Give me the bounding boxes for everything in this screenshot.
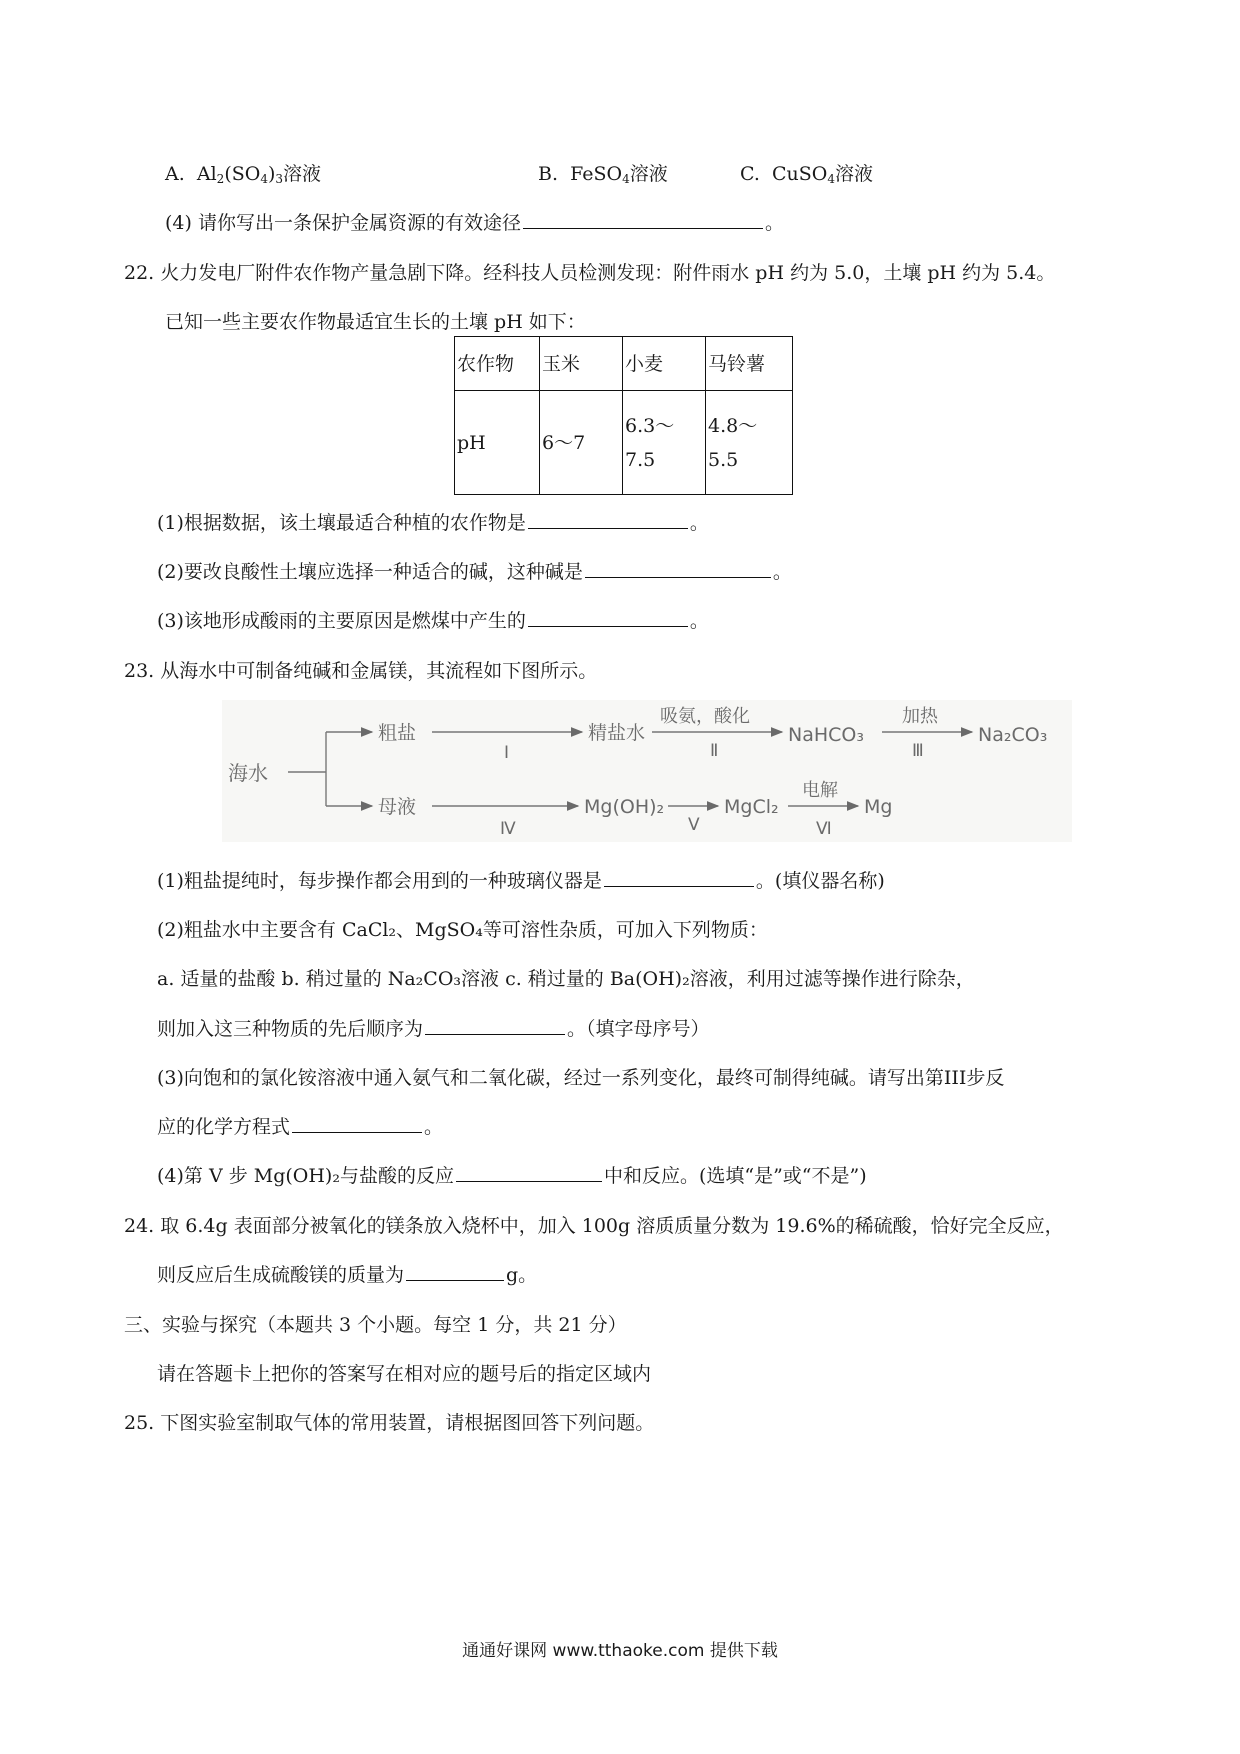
label-refined-brine: 精盐水 [588, 722, 646, 744]
answer-blank[interactable] [585, 559, 771, 578]
label-step6: Ⅵ [816, 819, 832, 839]
q24-line1: 24. 取 6.4g 表面部分被氧化的镁条放入烧杯中，加入 100g 溶质质量分数为 19.6%的稀硫酸，恰好完全反应， [124, 1215, 1064, 1237]
label-seawater: 海水 [228, 761, 268, 785]
table-header-crop: 农作物 [455, 337, 540, 391]
label-step1: Ⅰ [504, 743, 510, 763]
table-header-corn: 玉米 [540, 337, 623, 391]
ph-table [454, 336, 793, 495]
answer-blank[interactable] [425, 1016, 565, 1035]
answer-blank[interactable] [406, 1262, 504, 1281]
q23-sub2-intro: (2)粗盐水中主要含有 CaCl₂、MgSO₄等可溶性杂质，可加入下列物质： [157, 919, 768, 941]
q22-sub3: (3)该地形成酸雨的主要原因是燃煤中产生的 。 [157, 610, 709, 632]
table-header-potato: 马铃薯 [706, 337, 793, 391]
table-cell-corn: 6～7 [540, 391, 623, 495]
q23-sub1: (1)粗盐提纯时，每步操作都会用到的一种玻璃仪器是 。(填仪器名称) [157, 870, 885, 892]
answer-blank[interactable] [528, 608, 688, 627]
table-cell-potato: 4.8～ 5.5 [706, 391, 793, 495]
answer-blank[interactable] [456, 1163, 602, 1182]
answer-blank[interactable] [528, 510, 688, 529]
label-step6-condition: 电解 [802, 780, 838, 801]
q23-sub3-line2: 应的化学方程式 。 [157, 1116, 444, 1138]
section3-note: 请在答题卡上把你的答案写在相对应的题号后的指定区域内 [157, 1363, 652, 1385]
q23-sub4: (4)第 V 步 Mg(OH)₂与盐酸的反应 中和反应。(选填“是”或“不是”) [157, 1165, 867, 1187]
answer-blank[interactable] [604, 868, 754, 887]
label-crude-salt: 粗盐 [378, 722, 417, 744]
q22-sub1: (1)根据数据，该土壤最适合种植的农作物是 。 [157, 512, 709, 534]
q21-option-c: C. CuSO$_4$溶液 [740, 163, 874, 186]
label-step2: Ⅱ [710, 741, 719, 761]
answer-blank[interactable] [523, 210, 763, 229]
section3-title: 三、实验与探究（本题共 3 个小题。每空 1 分，共 21 分） [124, 1314, 627, 1336]
page-footer: 通通好课网 www.tthaoke.com 提供下载 [462, 1641, 778, 1661]
label-mgcl2: MgCl₂ [724, 796, 779, 818]
label-mother-liquor: 母液 [378, 796, 417, 818]
q21-sub4: (4) 请你写出一条保护金属资源的有效途径 。 [165, 212, 784, 234]
q24-line2: 则反应后生成硫酸镁的质量为 g。 [157, 1264, 538, 1286]
answer-blank[interactable] [292, 1114, 422, 1133]
table-row-label: pH [455, 391, 540, 495]
q21-option-b: B. FeSO$_4$溶液 [538, 163, 668, 186]
label-step3-condition: 加热 [902, 706, 938, 727]
q22-stem2: 已知一些主要农作物最适宜生长的土壤 pH 如下： [165, 311, 586, 333]
label-step5: Ⅴ [688, 815, 700, 835]
table-header-wheat: 小麦 [623, 337, 706, 391]
q23-sub2-cont: 则加入这三种物质的先后顺序为 。（填字母序号） [157, 1018, 710, 1040]
label-na2co3: Na₂CO₃ [978, 724, 1048, 746]
q21-option-a: A. $Al_2(SO_4)_3$溶液 [165, 163, 322, 186]
label-step3: Ⅲ [912, 741, 924, 761]
q22-stem: 22. 火力发电厂附件农作物产量急剧下降。经科技人员检测发现：附件雨水 pH 约为 5.0，土壤 pH 约为 5.4。 [124, 262, 1056, 284]
label-mg: Mg [864, 796, 893, 818]
process-flow-diagram [222, 700, 1072, 842]
label-mgoh2: Mg(OH)₂ [584, 796, 665, 818]
q23-sub2-options: a. 适量的盐酸 b. 稍过量的 Na₂CO₃溶液 c. 稍过量的 Ba(OH)₂溶液，利用过滤等操作进行除杂， [157, 968, 975, 990]
label-nahco3: NaHCO₃ [788, 724, 864, 746]
q23-sub3-line1: (3)向饱和的氯化铵溶液中通入氨气和二氧化碳，经过一系列变化，最终可制得纯碱。请写出第III步反 [157, 1067, 1005, 1089]
label-step2-condition: 吸氨，酸化 [660, 706, 750, 727]
q25-stem: 25. 下图实验室制取气体的常用装置，请根据图回答下列问题。 [124, 1412, 655, 1434]
label-step4: Ⅳ [500, 819, 516, 839]
table-cell-wheat: 6.3～ 7.5 [623, 391, 706, 495]
q22-sub2: (2)要改良酸性土壤应选择一种适合的碱，这种碱是 。 [157, 561, 792, 583]
q23-stem: 23. 从海水中可制备纯碱和金属镁，其流程如下图所示。 [124, 660, 598, 682]
